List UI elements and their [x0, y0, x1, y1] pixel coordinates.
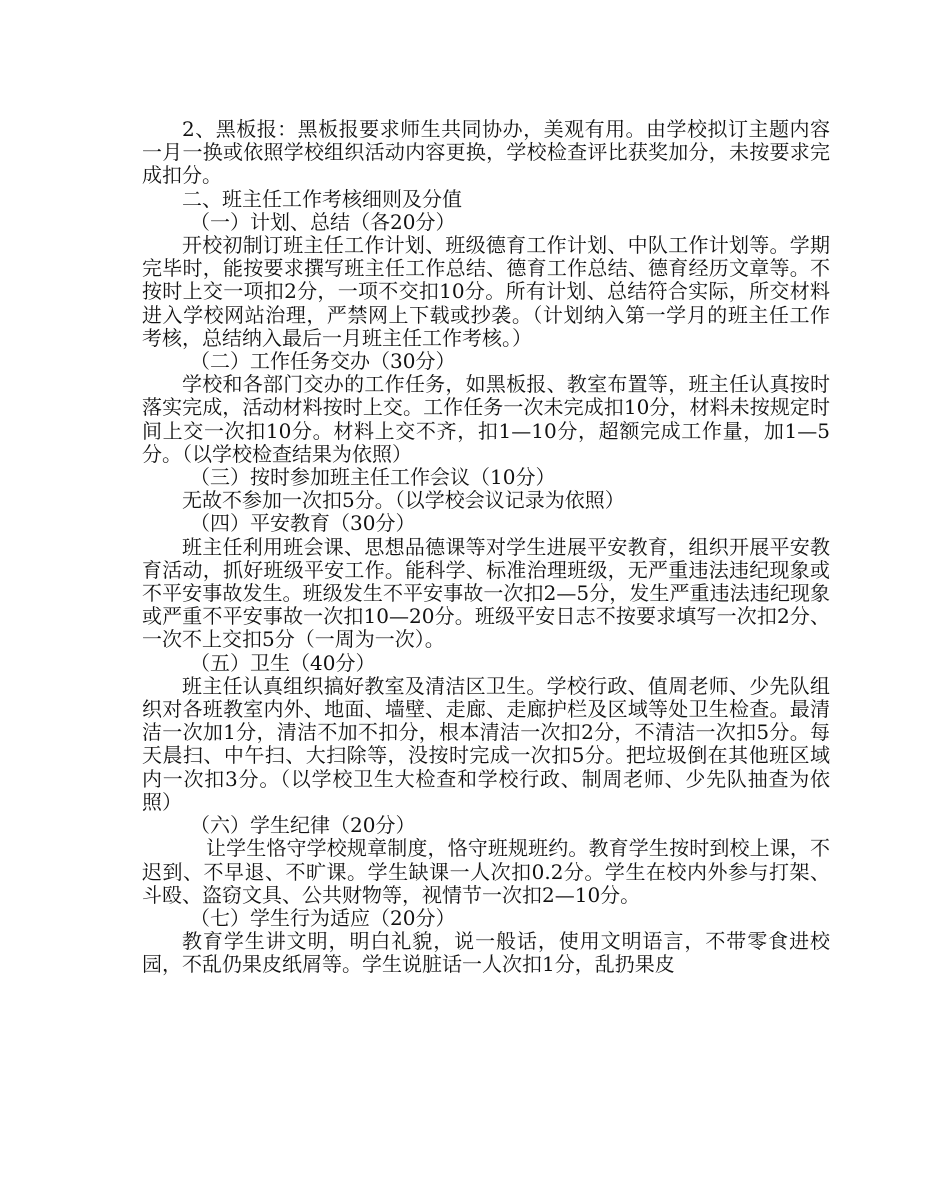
- paragraph-discipline: 让学生恪守学校规章制度，恪守班规班约。教育学生按时到校上课，不迟到、不早退、不旷课。学生缺课一人次扣0.2分。学生在校内外参与打架、斗殴、盗窃文具、公共财物等，视情节一次扣2—10分。: [142, 836, 830, 907]
- paragraph-safety: 班主任利用班会课、思想品德课等对学生进展平安教育，组织开展平安教育活动，抓好班级平安工作。能科学、标准治理班级，无严重违法违纪现象或不平安事故发生。班级发生不平安事故一次扣2—5分，发生严重违法违纪现象或严重不平安事故一次扣10—20分。班级平安日志不按要求填写一次扣2分、一次不上交扣5分（一周为一次）。: [142, 534, 830, 652]
- paragraph-plan-summary: 开校初制订班主任工作计划、班级德育工作计划、中队工作计划等。学期完毕时，能按要求撰写班主任工作总结、德育工作总结、德育经历文章等。不按时上交一项扣2分，一项不交扣10分。所有计划、总结符合实际，所交材料进入学校网站治理，严禁网上下载或抄袭。（计划纳入第一学月的班主任工作考核，总结纳入最后一月班主任工作考核。）: [142, 233, 830, 350]
- paragraph-task-assignment: 学校和各部门交办的工作任务，如黑板报、教室布置等，班主任认真按时落实完成，活动材料按时上交。工作任务一次未完成扣10分，材料未按规定时间上交一次扣10分。材料上交不齐，扣1—10分，超额完成工作量，加1—5分。（以学校检查结果为依照）: [142, 372, 830, 466]
- subheading-safety: （四）平安教育（30分）: [190, 511, 416, 536]
- section-heading-assessment: 二、班主任工作考核细则及分值: [182, 186, 462, 211]
- subheading-meetings: （三）按时参加班主任工作会议（10分）: [190, 465, 556, 490]
- subheading-plan-summary: （一）计划、总结（各20分）: [190, 209, 456, 234]
- subheading-hygiene: （五）卫生（40分）: [190, 650, 376, 675]
- subheading-discipline: （六）学生纪律（20分）: [190, 813, 416, 838]
- subheading-task-assignment: （二）工作任务交办（30分）: [190, 349, 456, 374]
- paragraph-blackboard: 2、黑板报：黑板报要求师生共同协办，美观有用。由学校拟订主题内容一月一换或依照学校组织活动内容更换，学校检查评比获奖加分，未按要求完成扣分。: [142, 117, 830, 188]
- paragraph-meetings: 无故不参加一次扣5分。（以学校会议记录为依照）: [182, 488, 625, 513]
- subheading-behavior: （七）学生行为适应（20分）: [190, 905, 456, 930]
- document-page: [142, 118, 830, 977]
- paragraph-behavior: 教育学生讲文明，明白礼貌，说一般话，使用文明语言，不带零食进校园，不乱仍果皮纸屑等。学生说脏话一人次扣1分，乱扔果皮: [142, 929, 830, 977]
- paragraph-hygiene: 班主任认真组织搞好教室及清洁区卫生。学校行政、值周老师、少先队组织对各班教室内外、地面、墙壁、走廊、走廊护栏及区域等处卫生检查。最清洁一次加1分，清洁不加不扣分，根本清洁一次扣2分，不清洁一次扣5分。每天晨扫、中午扫、大扫除等，没按时完成一次扣5分。把垃圾倒在其他班区域内一次扣3分。（以学校卫生大检查和学校行政、制周老师、少先队抽查为依照）: [142, 673, 830, 814]
